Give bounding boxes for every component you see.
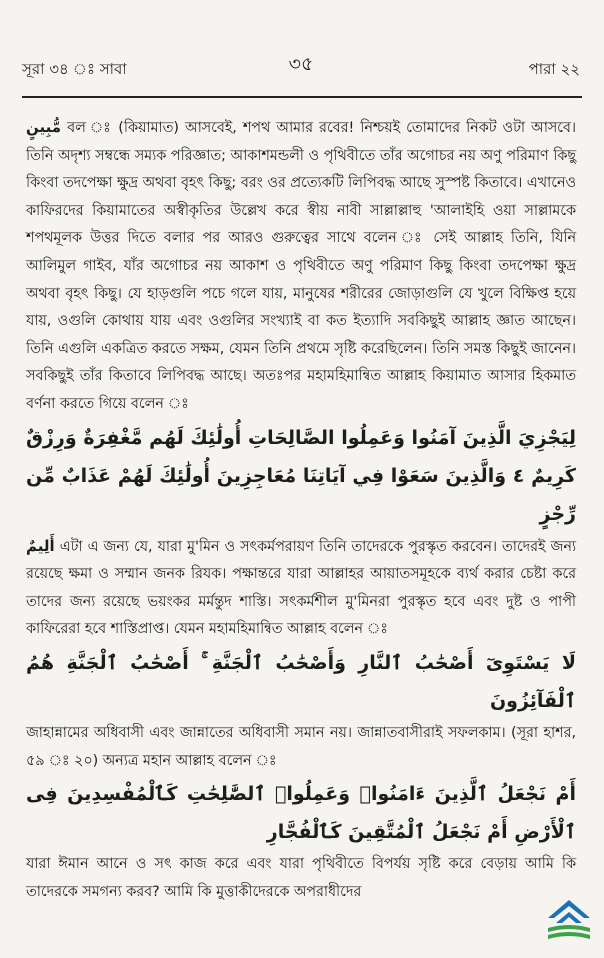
paragraph-3: জাহান্নামের অধিবাসী এবং জান্নাতের অধিবাসী সমান নয়। জান্নাতবাসীরাই সফলকাম। (সূরা হাশর, ৫৯ ঃ ২০) অন্যত্র মহান আল্লাহ বলেন ঃ	[26, 724, 576, 769]
paragraph-1-text: বল ঃ (কিয়ামাত) আসবেই, শপথ আমার রবের! নিশ্চয়ই তোমাদের নিকট ওটা আসবে। তিনি অদৃশ্য সম্বন্ধে সম্যক পরিজ্ঞাত; আকাশমন্ডলী ও পৃথিবীতে তাঁর অগোচর নয় অণু পরিমাণ কিছু কিংবা তদপেক্ষা ক্ষুদ্র অথবা বৃহৎ কিছু; বরং ওর প্রত্যেকটি লিপিবদ্ধ আছে সুস্পষ্ট কিতাবে। এখানেও কাফিরদের কিয়ামাতের অস্বীকৃতির উল্লেখ করে স্বীয় নাবী সাল্লাল্লাহু 'আলাইহি ওয়া সাল্লামকে শপথমূলক উত্তর দিতে বলার পর আরও গুরুত্বের সাথে বলেন ঃ সেই আল্লাহ তিনি, যিনি আলিমুল গাইব, যাঁর অগোচর নয় আকাশ ও পৃথিবীতে অণু পরিমাণ কিছু কিংবা তদপেক্ষা ক্ষুদ্র অথবা বৃহৎ কিছু। যে হাড়গুলি পচে গলে যায়, মানুষের শরীরের জোড়াগুলি যে খুলে বিক্ষিপ্ত হয়ে যায়, ওগুলি কোথায় যায় এবং ওগুলির সংখ্যাই বা কত ইত্যাদি সবকিছুই আল্লাহ জ্ঞাত আছেন। তিনি এগুলি একত্রিত করতে সক্ষম, যেমন তিনি প্রথমে সৃষ্টি করেছিলেন। তিনি সমস্ত কিছুই জানেন। সবকিছুই তাঁর কিতাবে লিপিবদ্ধ আছে। অতঃপর মহামহিমান্বিত আল্লাহ কিয়ামাত আসার হিকমাত বর্ণনা করতে গিয়ে বলেন ঃ	[26, 120, 576, 412]
paragraph-2	[26, 533, 576, 644]
surah-label: সূরা ৩৪ ঃ সাবা	[22, 60, 127, 78]
arabic-word-alim: أَلِيمٌ	[26, 536, 55, 555]
arabic-word-mubin: مُّبِينٍ	[26, 118, 62, 136]
paragraph-2-text: এটা এ জন্য যে, যারা মু'মিন ও সৎকর্মপরায়ণ তিনি তাদেরকে পুরস্কৃত করবেন। তাদেরই জন্য রয়েছে ক্ষমা ও সম্মান জনক রিযক। পক্ষান্তরে যারা আল্লাহর আয়াতসমূহকে ব্যর্থ করার চেষ্টা করে তাদের জন্য রয়েছে ভয়ংকর মর্মন্তুদ শাস্তি। সৎকর্মশীল মু'মিনরা পুরস্কৃত হবে এবং দুষ্ট ও পাপী কাফিরেরা হবে শাস্তিপ্রাপ্ত। যেমন মহামহিমান্বিত আল্লাহ বলেন ঃ	[26, 538, 576, 638]
para-label: পারা ২২	[528, 60, 580, 78]
arabic-verse-3: أَمْ نَجْعَلُ ٱلَّذِينَ ءَامَنُوا۟ وَعَمِلُوا۟ ٱلصَّٰلِحَٰتِ كَٱلْمُفْسِدِينَ فِى ٱلْأَرْضِ أَمْ نَجْعَلُ ٱلْمُتَّقِينَ كَٱلْفُجَّارِ	[26, 783, 576, 844]
header-divider	[22, 96, 582, 98]
page-number: ৩৫	[288, 53, 314, 75]
book-logo-icon	[544, 898, 594, 942]
paragraph-4: যারা ঈমান আনে ও সৎ কাজ করে এবং যারা পৃথিবীতে বিপর্যয় সৃষ্টি করে বেড়ায় আমি কি তাদেরকে সমগন্য করব? আমি কি মুত্তাকীদেরকে অপরাধীদের	[26, 856, 576, 900]
paragraph-1	[26, 114, 576, 419]
arabic-verse-1: لِيَجْزِيَ الَّذِينَ آمَنُوا وَعَمِلُوا الصَّالِحَاتِ أُولَٰئِكَ لَهُم مَّغْفِرَةٌ وَرِزْقٌ كَرِيمٌ ٤ وَالَّذِينَ سَعَوْا فِي آيَاتِنَا مُعَاجِزِينَ أُولَٰئِكَ لَهُمْ عَذَابٌ مِّن رِّجْزٍ	[26, 426, 576, 525]
page-body	[26, 114, 576, 906]
page-header	[22, 50, 580, 80]
arabic-verse-2: لَا يَسْتَوِىٓ أَصْحَٰبُ ٱلنَّارِ وَأَصْحَٰبُ ٱلْجَنَّةِ ۚ أَصْحَٰبُ ٱلْجَنَّةِ هُمُ ٱلْفَآئِزُونَ	[26, 651, 576, 712]
